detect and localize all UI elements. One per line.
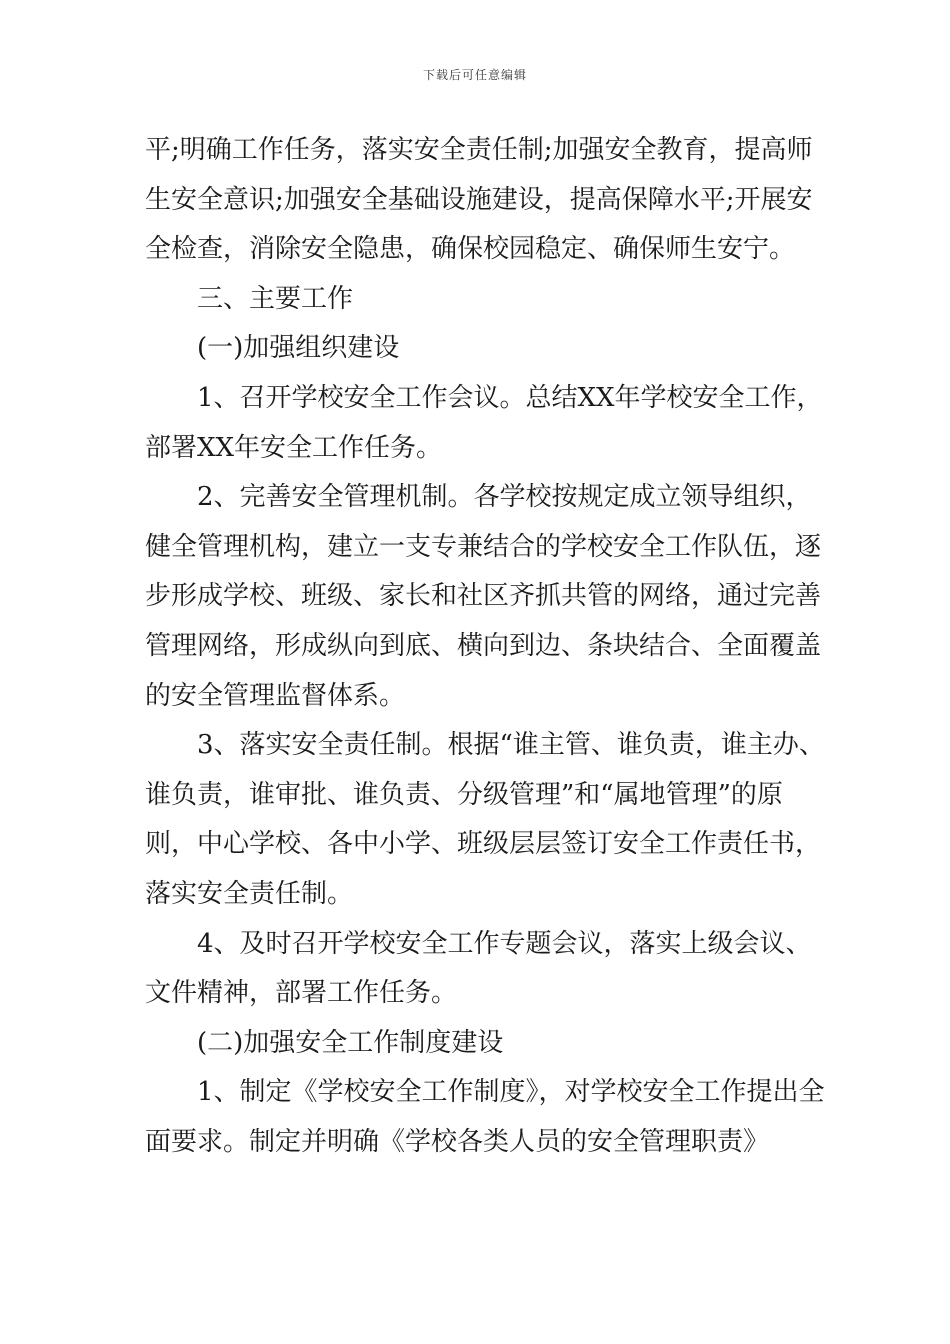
paragraph-item-system-1: 1、制定《学校安全工作制度》，对学校安全工作提出全面要求。制定并明确《学校各类人员的安全管理职责》 [145,1077,825,1157]
paragraph-item-4: 4、及时召开学校安全工作专题会议，落实上级会议、文件精神，部署工作任务。 [145,928,812,1009]
paragraph-item-2: 2、完善安全管理机制。各学校按规定成立领导组织，健全管理机构，建立一支专兼结合的学校安全工作队伍，逐步形成学校、班级、家长和社区齐抓共管的网络，通过完善管理网络，形成纵向到底、横向到边、条块结合、全面覆盖的安全管理监督体系。 [145,482,822,711]
paragraph-item-3: 3、落实安全责任制。根据“谁主管、谁负责，谁主办、谁负责，谁审批、谁负责、分级管理”和“属地管理”的原则，中心学校、各中小学、班级层层签订安全工作责任书，落实安全责任制。 [145,730,825,909]
download-note: 下载后可任意编辑 [422,68,527,82]
subsection-heading-organization: (一)加强组织建设 [197,333,400,364]
document-body [145,126,825,1167]
paragraph-continuation: 平;明确工作任务，落实安全责任制;加强安全教育，提高师生安全意识;加强安全基础设施建设，提高保障水平;开展安全检查，消除安全隐患，确保校园稳定、确保师生安宁。 [145,135,813,265]
paragraph-item-1: 1、召开学校安全工作会议。总结XX年学校安全工作，部署XX年安全工作任务。 [145,382,823,463]
section-heading-main-work: 三、主要工作 [197,283,354,314]
subsection-heading-system: (二)加强安全工作制度建设 [197,1027,504,1058]
